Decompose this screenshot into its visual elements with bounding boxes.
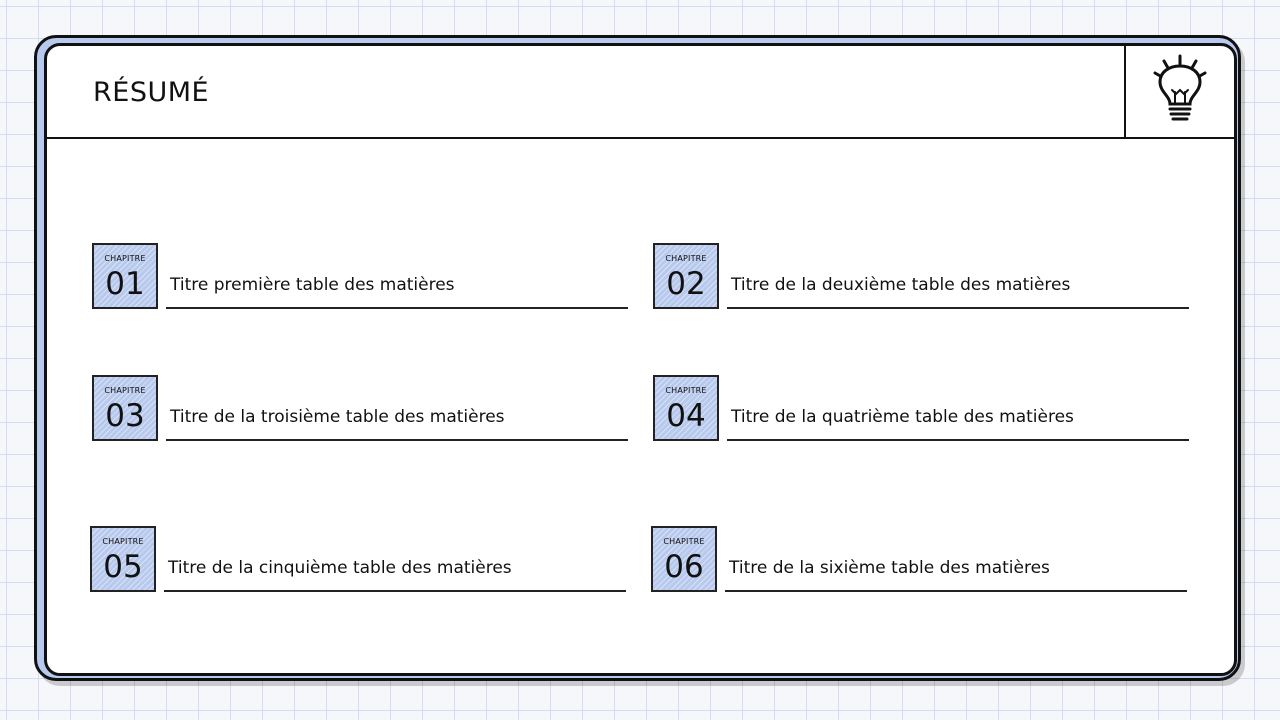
- toc-item-2[interactable]: [653, 243, 1193, 313]
- chapter-label: CHAPITRE: [104, 386, 146, 395]
- chapter-badge: [653, 243, 719, 309]
- chapter-number: 05: [103, 549, 143, 585]
- chapter-label: CHAPITRE: [663, 537, 705, 546]
- lightbulb-icon: [1150, 52, 1210, 128]
- slide-header: [47, 46, 1234, 139]
- toc-item-6[interactable]: [651, 526, 1191, 596]
- chapter-number: 01: [105, 266, 145, 302]
- title-underline: [166, 307, 628, 309]
- chapter-badge: [651, 526, 717, 592]
- page-title: RÉSUMÉ: [93, 77, 210, 108]
- title-underline: [166, 439, 628, 441]
- chapter-label: CHAPITRE: [665, 254, 707, 263]
- chapter-title: Titre de la cinquième table des matières: [168, 558, 512, 578]
- toc-item-3[interactable]: [92, 375, 632, 445]
- chapter-title: Titre première table des matières: [170, 275, 455, 295]
- chapter-number: 03: [105, 398, 145, 434]
- title-underline: [727, 439, 1189, 441]
- chapter-title: Titre de la deuxième table des matières: [731, 275, 1071, 295]
- title-underline: [727, 307, 1189, 309]
- chapter-title: Titre de la quatrième table des matières: [731, 407, 1074, 427]
- title-underline: [725, 590, 1187, 592]
- chapter-badge: [92, 375, 158, 441]
- chapter-label: CHAPITRE: [665, 386, 707, 395]
- chapter-label: CHAPITRE: [102, 537, 144, 546]
- chapter-title: Titre de la troisième table des matières: [170, 407, 505, 427]
- chapter-badge: [92, 243, 158, 309]
- chapter-badge: [653, 375, 719, 441]
- chapter-label: CHAPITRE: [104, 254, 146, 263]
- chapter-badge: [90, 526, 156, 592]
- chapter-number: 04: [666, 398, 706, 434]
- chapter-number: 02: [666, 266, 706, 302]
- toc-item-1[interactable]: [92, 243, 632, 313]
- toc-item-4[interactable]: [653, 375, 1193, 445]
- chapter-title: Titre de la sixième table des matières: [729, 558, 1050, 578]
- toc-item-5[interactable]: [90, 526, 630, 596]
- header-icon-cell: [1124, 46, 1234, 137]
- title-underline: [164, 590, 626, 592]
- chapter-number: 06: [664, 549, 704, 585]
